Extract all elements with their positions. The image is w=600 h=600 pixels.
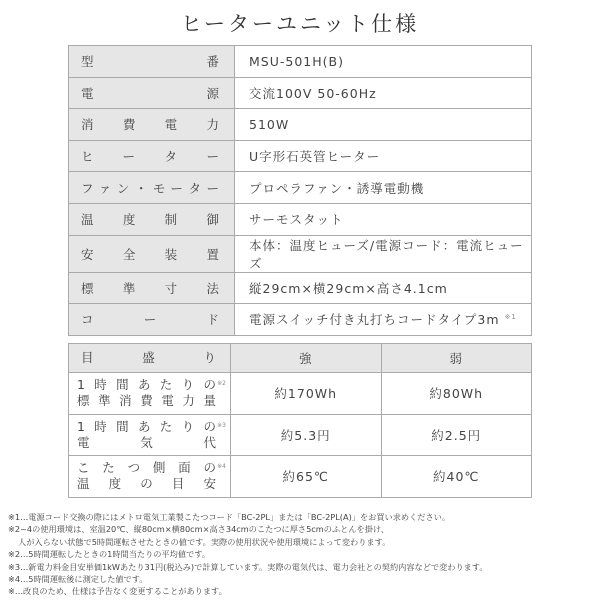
- usage-weak-value: 約80Wh: [381, 373, 532, 415]
- usage-footnote-mark: ※3: [217, 421, 226, 429]
- usage-label-line1: 1時間あたりの: [77, 377, 216, 393]
- usage-label-line2: 温度の目安: [77, 476, 216, 492]
- spec-value: [235, 109, 532, 141]
- spec-label: ヒーター: [69, 140, 235, 172]
- spec-row: [69, 140, 532, 172]
- spec-row: [69, 272, 532, 304]
- usage-strong-value: 約170Wh: [231, 373, 382, 415]
- spec-value-text: 本体：温度ヒューズ/電源コード：電流ヒューズ: [249, 237, 524, 271]
- spec-value: [235, 46, 532, 78]
- footnotes: [8, 511, 488, 598]
- usage-weak-value: 約2.5円: [381, 414, 532, 456]
- spec-label: 消費電力: [69, 109, 235, 141]
- spec-value: [235, 77, 532, 109]
- usage-label-line2: 電気代: [77, 434, 216, 450]
- spec-value-text: U字形石英管ヒーター: [249, 149, 381, 165]
- spec-table: [68, 45, 532, 336]
- spec-value: [235, 172, 532, 204]
- footnote: ※…改良のため、仕様は予告なく変更することがあります。: [8, 586, 227, 597]
- usage-strong-value: 約5.3円: [231, 414, 382, 456]
- usage-row: [69, 456, 532, 498]
- spec-row: [69, 235, 532, 272]
- spec-label: 電源: [69, 77, 235, 109]
- usage-footnote-mark: ※2: [217, 380, 226, 387]
- footnote: ※3…新電力料金目安単価1kWあたり31円(税込み)で計算しています。実際の電気代は、電力会社との契約内容などで変わります。: [8, 561, 488, 572]
- spec-row: [69, 203, 532, 235]
- spec-value-text: サーモスタット: [249, 212, 344, 228]
- spec-label: 型番: [69, 46, 235, 78]
- spec-value-text: 電源スイッチ付き丸打ちコードタイプ3m: [249, 312, 500, 328]
- spec-label: ファン・モーター: [69, 172, 235, 204]
- usage-header-label: 目盛り: [69, 344, 231, 373]
- spec-row: [69, 46, 532, 78]
- spec-footnote-mark: ※1: [504, 313, 517, 322]
- spec-row: [69, 109, 532, 141]
- spec-row: [69, 172, 532, 204]
- footnote: ※2…5時間運転したときの1時間当たりの平均値です。: [8, 549, 210, 560]
- usage-weak-value: 約40℃: [381, 456, 532, 498]
- spec-label: 温度制御: [69, 203, 235, 235]
- usage-header-strong: 強: [231, 344, 382, 373]
- usage-table: [68, 343, 532, 498]
- spec-value-text: プロペラファン・誘導電動機: [249, 180, 425, 196]
- footnote: 人が入らない状態で5時間運転させたときの値です。実際の使用状況や使用環境によって変わります。: [18, 536, 391, 547]
- footnote: ※4…5時間運転後に測定した値です。: [8, 574, 148, 585]
- page-title: ヒーターユニット仕様: [180, 12, 420, 36]
- usage-label: [69, 414, 231, 456]
- usage-label-line1: 1時間あたりの: [77, 418, 216, 434]
- usage-label: [69, 456, 231, 498]
- usage-row: [69, 414, 532, 456]
- spec-value: [235, 272, 532, 304]
- spec-value: [235, 140, 532, 172]
- spec-value: [235, 304, 532, 336]
- spec-value-text: 510W: [249, 116, 290, 132]
- spec-value: [235, 203, 532, 235]
- spec-row: [69, 77, 532, 109]
- usage-strong-value: 約65℃: [231, 456, 382, 498]
- spec-row: [69, 304, 532, 336]
- usage-footnote-mark: ※4: [217, 463, 226, 470]
- usage-label-line1: こたつ側面の: [77, 460, 216, 476]
- spec-label: 安全装置: [69, 235, 235, 272]
- spec-value-text: 交流100V 50-60Hz: [249, 85, 377, 101]
- usage-label: [69, 373, 231, 415]
- usage-label-line2: 標準消費電力量: [77, 393, 216, 409]
- spec-label: コード: [69, 304, 235, 336]
- footnote: ※2~4の使用環境は、室温20℃、縦80cm×横80cm×高さ34cmのこたつに厚さ5cmのふとんを掛け、: [8, 524, 389, 535]
- usage-header-weak: 弱: [381, 344, 532, 373]
- spec-value-text: 縦29cm×横29cm×高さ4.1cm: [249, 280, 448, 296]
- spec-label: 標準寸法: [69, 272, 235, 304]
- footnote: ※1…電源コード交換の際にはメトロ電気工業製こたつコード「BC-2PL」または「BC-2PL(A)」をお買い求めください。: [8, 512, 451, 522]
- usage-row: [69, 373, 532, 415]
- spec-value-text: MSU-501H(B): [249, 53, 344, 69]
- usage-header-row: [69, 344, 532, 373]
- spec-value: [235, 235, 532, 272]
